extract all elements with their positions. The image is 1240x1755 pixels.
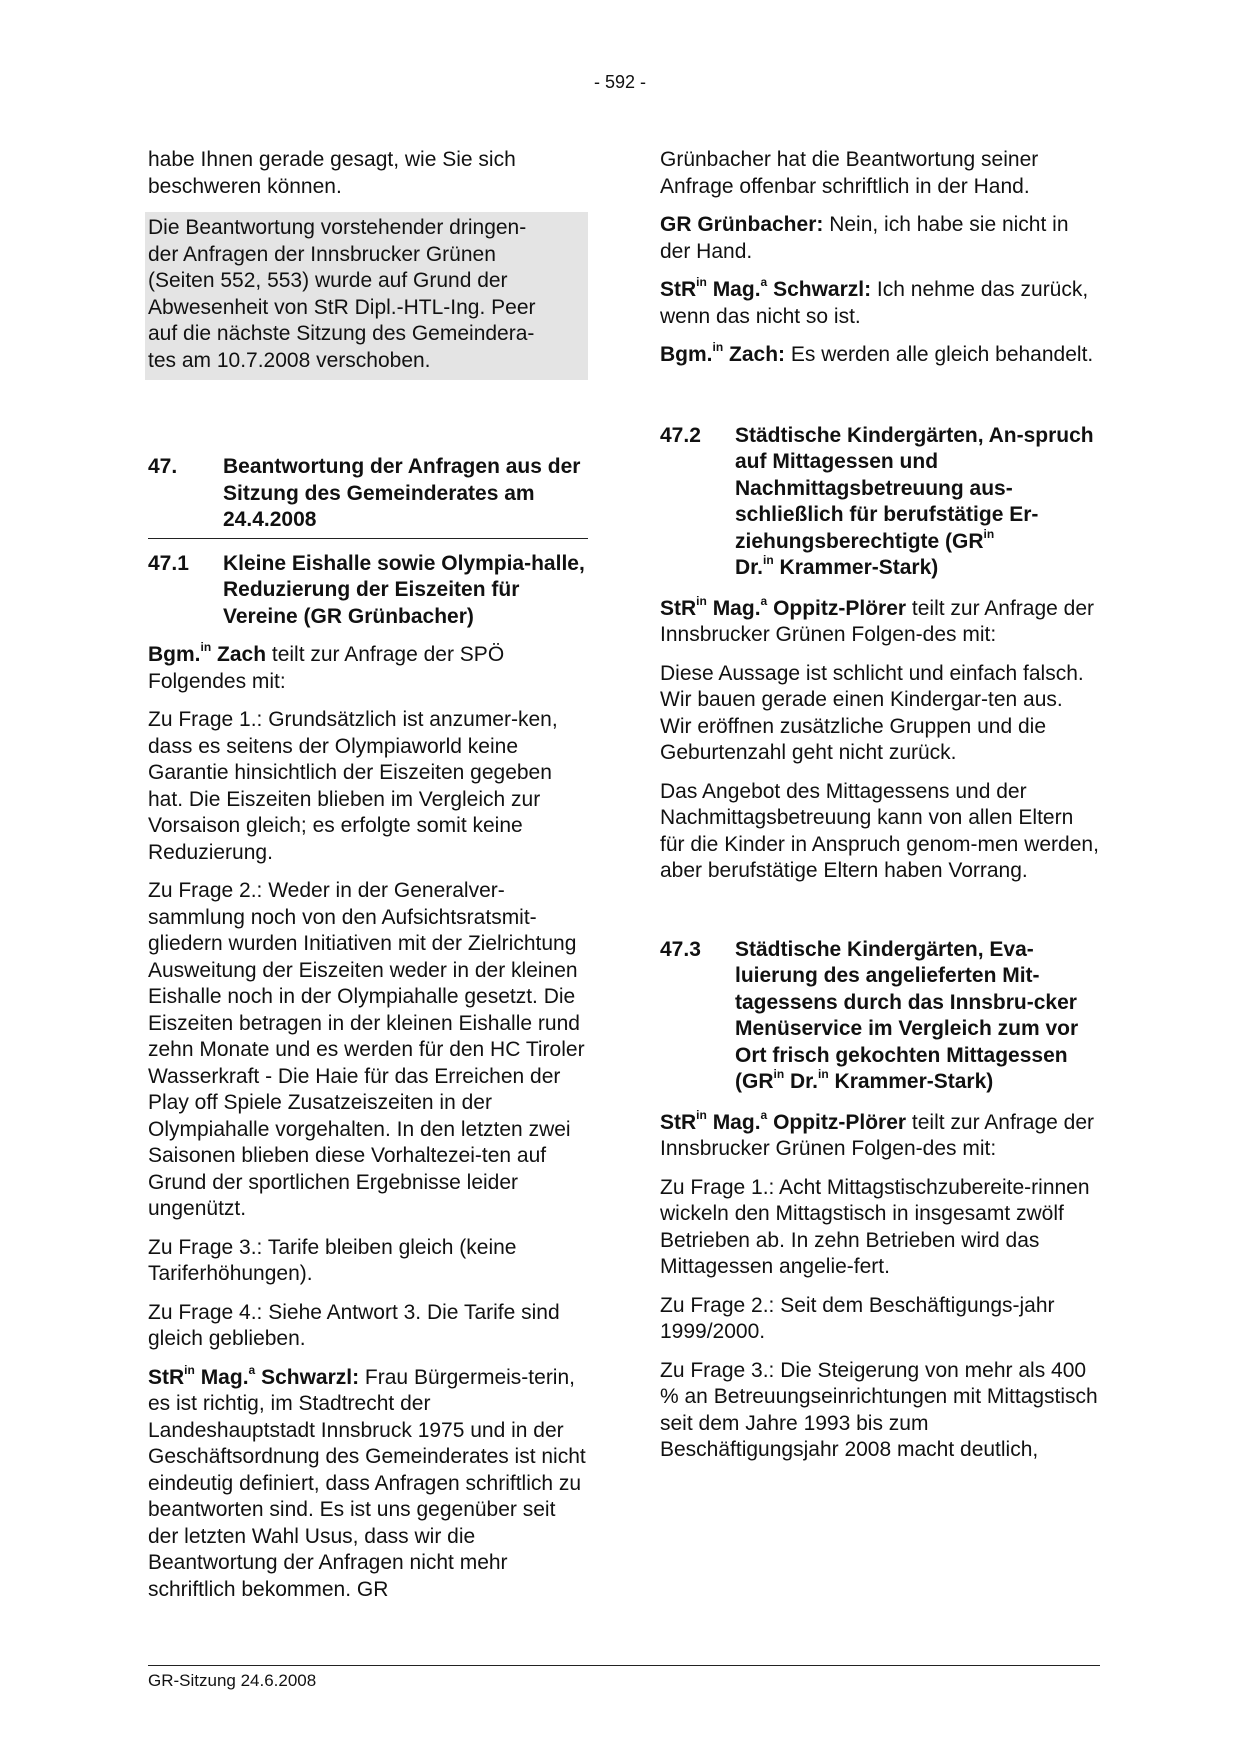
answer-paragraph: Zu Frage 2.: Weder in der Generalver-sammlung noch von den Aufsichtsratsmit-gliedern wurden Initiativen mit der Zielrichtung Ausweitung der Eiszeiten weder in der kleinen Eishalle noch in der Olympiahalle gesetzt. Die Eiszeiten betragen in der kleinen Eishalle rund zehn Monate und es werden für den HC Tiroler Wasserkraft - Die Haie für das Erreichen der Play off Spiele Zusatzeiszeiten in der Olympiahalle vorgehalten. In den letzten zwei Saisonen blieben diese Vorhaltezei-ten auf Grund der sportlichen Ergebnisse leider ungenützt. bbox=[148, 879, 585, 1220]
note-line: der Anfragen der Innsbrucker Grünen bbox=[148, 242, 496, 266]
postponement-note bbox=[145, 212, 588, 380]
answer-paragraph: Zu Frage 3.: Tarife bleiben gleich (keine Tariferhöhungen). bbox=[148, 1235, 517, 1285]
speaker-text: teilt zur Anfrage der Innsbrucker Grünen Folgen-des mit: bbox=[660, 1110, 1095, 1160]
title-superscript: in bbox=[712, 340, 724, 354]
speaker-name: Zach: bbox=[729, 343, 786, 366]
answer-paragraph: Zu Frage 3.: Die Steigerung von mehr als 400 % an Betreuungseinrichtungen mit Mittagstisch seit dem Jahre 1993 bis zum Beschäftigungsjahr 2008 macht deutlich, bbox=[660, 1358, 1098, 1461]
section-title-text: Städtische Kindergärten, An-spruch auf Mittagessen und Nachmittagsbetreuung aus-schließlich für berufstätige Er-ziehungsberechtigte (GR bbox=[735, 423, 1094, 553]
speaker-title: StR bbox=[660, 278, 697, 301]
degree-superscript: a bbox=[248, 1362, 256, 1377]
section-title bbox=[735, 937, 1100, 1096]
speaker-title: StR bbox=[660, 596, 697, 620]
right-column bbox=[660, 147, 1100, 1476]
speaker-name: Schwarzl: bbox=[773, 278, 872, 301]
note-line: (Seiten 552, 553) wurde auf Grund der bbox=[148, 269, 508, 292]
speaker-paragraph bbox=[660, 1107, 1100, 1163]
title-superscript: in bbox=[696, 593, 707, 608]
section-title-text: Städtische Kindergärten, Eva-luierung des angelieferten Mit-tagessens durch das Innsbru-cker Menüservice im Vergleich zum vor Ort frisch gekochten Mittagessen (GR bbox=[735, 937, 1079, 1093]
title-superscript: in bbox=[818, 1067, 829, 1081]
section-heading-47-2 bbox=[660, 423, 1100, 582]
speaker-text: Frau Bürgermeis-terin, es ist richtig, im Stadtrecht der Landeshauptstadt Innsbruck 1975 und in der Geschäftsordnung des Gemeinderates ist nicht eindeutig definiert, dass Anfragen schriftlich zu beantworten sind. Es ist uns gegenüber seit der letzten Wahl Usus, dass wir die Beantwortung der Anfragen nicht mehr schriftlich bekommen. GR bbox=[148, 1365, 586, 1601]
section-heading-47-1 bbox=[148, 551, 588, 631]
speaker-name: Oppitz-Plörer bbox=[773, 1110, 907, 1134]
answer-paragraph: Das Angebot des Mittagessens und der Nachmittagsbetreuung kann von allen Eltern für die Kinder in Anspruch genom-men werden, aber berufstätige Eltern haben Vorrang. bbox=[660, 779, 1099, 882]
speaker-degree: Mag. bbox=[712, 278, 761, 301]
footer-text: GR-Sitzung 24.6.2008 bbox=[148, 1671, 317, 1690]
degree-superscript: a bbox=[760, 275, 768, 289]
note-line: tes am 10.7.2008 verschoben. bbox=[148, 348, 431, 372]
title-superscript: in bbox=[696, 275, 707, 289]
note-line: Die Beantwortung vorstehender dringen- bbox=[148, 216, 527, 239]
degree-superscript: a bbox=[760, 1107, 768, 1122]
speaker-title: Bgm. bbox=[148, 643, 201, 666]
answer-paragraph: Zu Frage 2.: Seit dem Beschäftigungs-jahr 1999/2000. bbox=[660, 1293, 1055, 1343]
speaker-degree: Mag. bbox=[712, 1110, 761, 1134]
speaker-paragraph bbox=[660, 593, 1100, 649]
speaker-name: GR Grünbacher: bbox=[660, 213, 824, 236]
page-number: - 592 - bbox=[593, 72, 647, 92]
left-column bbox=[148, 147, 588, 1615]
section-title: Beantwortung der Anfragen aus der Sitzung des Gemeinderates am 24.4.2008 bbox=[223, 455, 581, 531]
section-title-text: Krammer-Stark) bbox=[828, 1070, 994, 1093]
speaker-text: Ich nehme das zurück, wenn das nicht so ist. bbox=[660, 278, 1089, 328]
section-number: 47. bbox=[148, 455, 178, 478]
section-title: Kleine Eishalle sowie Olympia-halle, Reduzierung der Eiszeiten für Vereine (GR Grünbacher) bbox=[223, 551, 585, 628]
title-superscript: in bbox=[184, 1362, 195, 1377]
speaker-paragraph bbox=[148, 1362, 588, 1604]
speaker-title: StR bbox=[660, 1110, 697, 1134]
title-superscript: in bbox=[983, 526, 995, 541]
speaker-name: Oppitz-Plörer bbox=[773, 596, 907, 620]
answer-paragraph: Zu Frage 1.: Acht Mittagstischzubereite-rinnen wickeln den Mittagstisch in insgesamt zwölf Betrieben ab. In zehn Betrieben wird das Mittagessen angelie-fert. bbox=[660, 1175, 1090, 1278]
section-number: 47.1 bbox=[148, 551, 189, 575]
title-superscript: in bbox=[773, 1067, 785, 1081]
title-superscript: in bbox=[200, 640, 212, 654]
speaker-text: teilt zur Anfrage der SPÖ Folgendes mit: bbox=[148, 643, 505, 693]
speaker-name: Schwarzl: bbox=[261, 1365, 360, 1389]
continued-paragraph: Grünbacher hat die Beantwortung seiner Anfrage offenbar schriftlich in der Hand. bbox=[660, 148, 1039, 198]
title-superscript: in bbox=[696, 1107, 707, 1122]
section-title-text: Dr. bbox=[784, 1070, 819, 1093]
section-number: 47.3 bbox=[660, 937, 701, 961]
speaker-paragraph bbox=[660, 342, 1100, 369]
answer-paragraph: Zu Frage 1.: Grundsätzlich ist anzumer-ken, dass es seitens der Olympiaworld keine Garantie hinsichtlich der Eiszeiten gegeben hat. Die Eiszeiten blieben im Vergleich zur Vorsaison gleich; es erfolgte somit keine Reduzierung. bbox=[148, 708, 558, 864]
speaker-degree: Mag. bbox=[712, 596, 761, 620]
speaker-paragraph bbox=[660, 277, 1100, 330]
answer-paragraph: Zu Frage 4.: Siehe Antwort 3. Die Tarife sind gleich geblieben. bbox=[148, 1300, 560, 1350]
speaker-title: StR bbox=[148, 1365, 185, 1389]
answer-paragraph: Diese Aussage ist schlicht und einfach falsch. Wir bauen gerade einen Kindergar-ten aus. Wir eröffnen zusätzliche Gruppen und die Geburtenzahl geht nicht zurück. bbox=[660, 661, 1084, 764]
speaker-title: Bgm. bbox=[660, 343, 713, 366]
speaker-paragraph bbox=[660, 212, 1100, 265]
speaker-paragraph bbox=[148, 642, 588, 695]
section-title bbox=[735, 423, 1100, 582]
speaker-name: Zach bbox=[217, 643, 267, 666]
title-superscript: in bbox=[763, 553, 774, 567]
note-line: auf die nächste Sitzung des Gemeindera- bbox=[148, 322, 535, 345]
section-number: 47.2 bbox=[660, 423, 701, 447]
speaker-text: Es werden alle gleich behandelt. bbox=[785, 343, 1094, 366]
speaker-text: Nein, ich habe sie nicht in der Hand. bbox=[660, 213, 1069, 263]
section-title-text: Dr. bbox=[735, 556, 764, 579]
degree-superscript: a bbox=[760, 593, 768, 608]
footer-divider bbox=[148, 1665, 1100, 1666]
section-title-text: Krammer-Stark) bbox=[773, 556, 939, 579]
intro-paragraph: habe Ihnen gerade gesagt, wie Sie sich beschweren können. bbox=[148, 148, 516, 198]
section-heading-47-3 bbox=[660, 937, 1100, 1096]
note-line: Abwesenheit von StR Dipl.-HTL-Ing. Peer bbox=[148, 295, 536, 319]
speaker-text: teilt zur Anfrage der Innsbrucker Grünen Folgen-des mit: bbox=[660, 596, 1095, 646]
section-heading-47 bbox=[148, 454, 588, 539]
speaker-degree: Mag. bbox=[200, 1365, 249, 1389]
